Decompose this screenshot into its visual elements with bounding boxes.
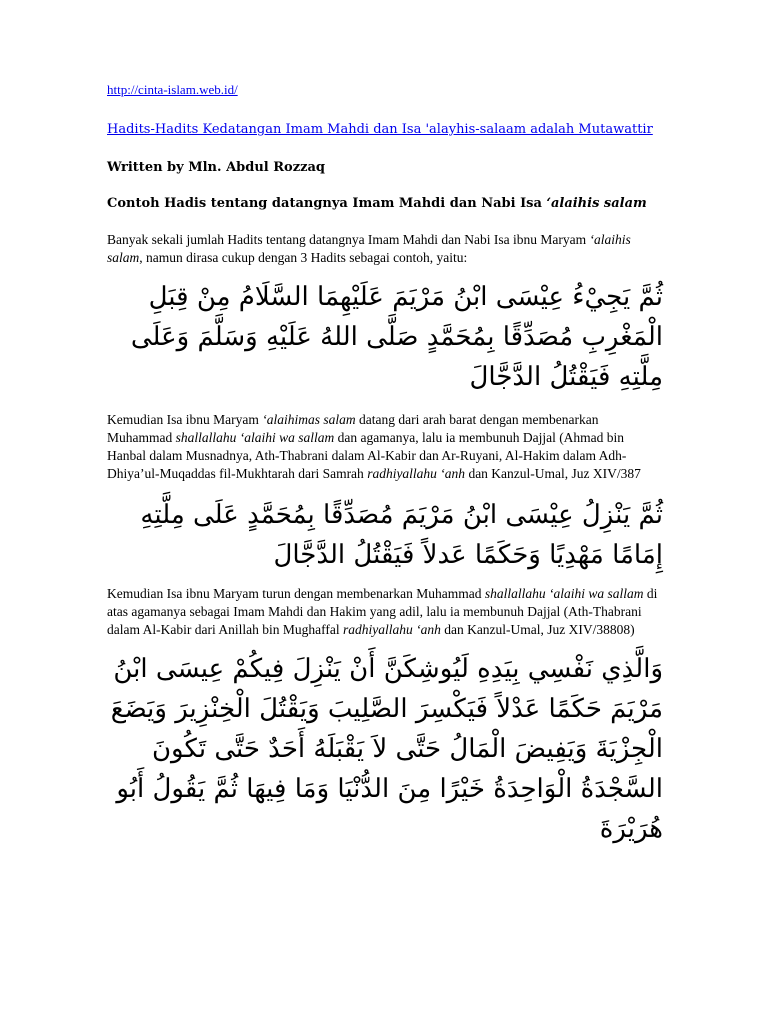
p1-text-1: Kemudian Isa ibnu Maryam: [107, 412, 263, 427]
section-heading-text: Contoh Hadis tentang datangnya Imam Mahdi dan Nabi Isa: [107, 196, 547, 211]
hadith-arabic-3: وَالَّذِي نَفْسِي بِيَدِهِ لَيُوشِكَنَّ أَنْ يَنْزِلَ فِيكُمْ عِيسَى ابْنُ مَرْيَمَ حَكَمًا عَدْلاً فَيَكْسِرَ الصَّلِيبَ وَيَقْتُلَ الْخِنْزِيرَ وَيَضَعَ الْجِزْيَةَ وَيَفِيضَ الْمَالُ حَتَّى لاَ يَقْبَلَهُ أَحَدٌ حَتَّى تَكُونَ السَّجْدَةُ الْوَاحِدَةُ خَيْرًا مِنَ الدُّنْيَا وَمَا فِيهَا ثُمَّ يَقُولُ أَبُو هُرَيْرَةَ: [110, 654, 663, 844]
author-text: Written by Mln. Abdul Rozzaq: [107, 160, 325, 175]
p2-italic-1: shallallahu ‘alaihi wa sallam: [484, 586, 644, 601]
intro-text-2: , namun dirasa cukup dengan 3 Hadits sebagai contoh, yaitu:: [139, 250, 468, 265]
p2-text-2: di atas agamanya sebagai Imam Mahdi dan Hakim yang adil, lalu ia membunuh Dajjal (Ath-Thabrani dalam Al-Kabir dari Anillah bin Mughaffal: [107, 586, 658, 637]
p1-text-3: dan agamanya, lalu ia membunuh Dajjal (Ahmad bin Hanbal dalam Musnadnya, Ath-Thabrani dalam Al-Kabir dan Ar-Ruyani, Al-Hakim dalam Adh-Dhiya’ul-Muqaddas fil-Mukhtarah dari Samrah: [107, 430, 627, 481]
intro-text-1: Banyak sekali jumlah Hadits tentang datangnya Imam Mahdi dan Nabi Isa ibnu Maryam: [107, 232, 590, 247]
p2-italic-2: radhiyallahu ‘anh: [342, 622, 441, 637]
hadith-arabic-2: ثُمَّ يَنْزِلُ عِيْسَى ابْنُ مَرْيَمَ مُصَدِّقًا بِمُحَمَّدٍ عَلَى مِلَّتِهِ إِمَامًا مَهْدِيًا وَحَكَمًا عَدلاً فَيَقْتُلُ الدَّجَّالَ: [140, 500, 663, 570]
p2-text-3: dan Kanzul-Umal, Juz XIV/38808): [440, 622, 635, 637]
translation-paragraph-1: [107, 411, 663, 483]
p1-text-4: dan Kanzul-Umal, Juz XIV/387: [465, 466, 641, 481]
intro-text-italic: ‘alaihis salam: [107, 232, 631, 265]
p1-text-2: datang dari arah barat dengan membenarkan Muhammad: [107, 412, 599, 445]
section-heading: [107, 195, 663, 213]
p1-italic-3: radhiyallahu ‘anh: [367, 466, 466, 481]
intro-paragraph: [107, 231, 663, 267]
p1-italic-1: ‘alaihimas salam: [262, 412, 356, 427]
translation-paragraph-2: [107, 585, 663, 639]
source-url-link[interactable]: http://cinta-islam.web.id/: [107, 82, 238, 97]
author-line: [107, 159, 663, 177]
section-heading-italic: ‘alaihis salam: [546, 196, 647, 211]
document-page: [107, 82, 663, 849]
article-title-link[interactable]: Hadits-Hadits Kedatangan Imam Mahdi dan Isa 'alayhis-salaam adalah Mutawattir: [107, 122, 653, 137]
hadith-arabic-1: ثُمَّ يَجِيْءُ عِيْسَى ابْنُ مَرْيَمَ عَلَيْهِمَا السَّلَامُ مِنْ قِبَلِ الْمَغْرِبِ مُصَدِّقًا بِمُحَمَّدٍ صَلَّى اللهُ عَلَيْهِ وَسَلَّمَ وَعَلَى مِلَّتِهِ فَيَقْتُلُ الدَّجَّالَ: [130, 282, 663, 392]
p1-italic-2: shallallahu ‘alaihi wa sallam: [175, 430, 335, 445]
p2-text-1: Kemudian Isa ibnu Maryam turun dengan membenarkan Muhammad: [107, 586, 485, 601]
